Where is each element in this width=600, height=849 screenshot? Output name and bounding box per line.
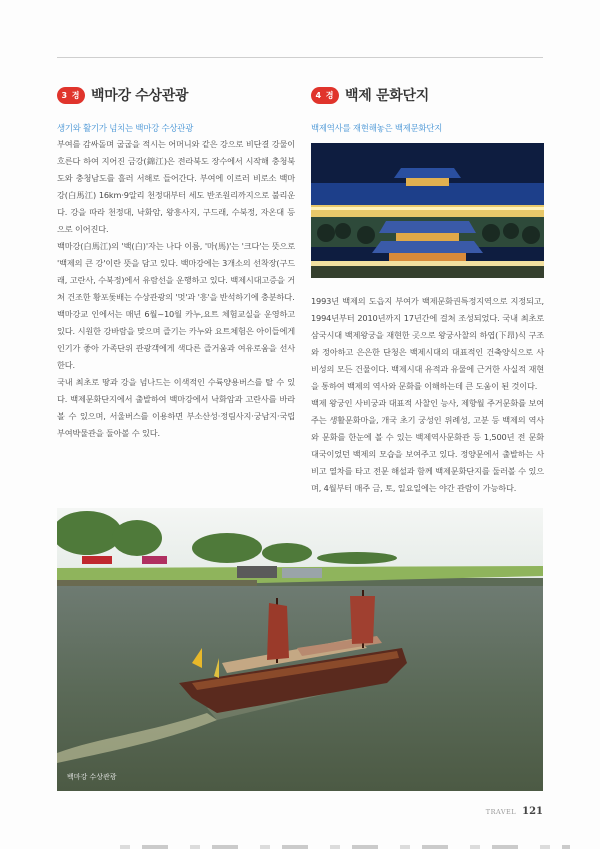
baekmagang-boat-photo bbox=[57, 508, 543, 791]
photo-caption: 백마강 수상관광 bbox=[67, 773, 117, 781]
section-subtitle: 생기와 활기가 넘치는 백마강 수상관광 bbox=[57, 123, 194, 133]
section-heading bbox=[311, 84, 549, 106]
page-footer bbox=[486, 806, 543, 817]
baekje-complex-photo bbox=[311, 143, 544, 278]
section-baekje-complex bbox=[311, 84, 549, 134]
section-subtitle: 백제역사를 재현해놓은 백제문화단지 bbox=[311, 123, 443, 133]
paragraph: 부여를 감싸돌며 굽굽을 적시는 어머니와 같은 강으로 비단결 강물이 흐른다 하여 지어진 금강(錦江)은 전라북도 장수에서 시작해 충청북도와 충청남도를 흘러 서해로 들어간다. 부여에 이르러 비로소 백마강(白馬江) 16km·9알리 천정대부터 세도 반조원리까지으로 불리운다. 강을 따라 천정대, 낙화암, 왕흥사지, 구드래, 수북정, 자온대 등으로 이어진다. bbox=[57, 139, 295, 234]
section-title: 백제 문화단지 bbox=[345, 88, 429, 104]
bottom-bleed-artifact bbox=[120, 845, 570, 849]
palace-illustration bbox=[311, 143, 544, 278]
section-number-badge: 4 경 bbox=[311, 87, 339, 104]
section-body bbox=[311, 293, 544, 497]
paragraph: 백마강(白馬江)의 '백(白)'자는 나다 이름, '마(馬)'는 '크다'는 뜻으로 '백제의 큰 강'이란 뜻을 담고 있다. 백마강에는 3개소의 선착장(구드래, 고란사, 수북정)에서 유람선을 운행하고 있다. 백제시대고증을 거쳐 건조한 황포돛배는 수상관광의 '멋'과 '흥'을 반석하기에 충분하다. bbox=[57, 241, 295, 302]
top-divider bbox=[57, 57, 543, 58]
section-baekmagang bbox=[57, 84, 295, 442]
section-heading bbox=[57, 84, 295, 106]
magazine-section-label: TRAVEL bbox=[485, 808, 517, 816]
page-number: 121 bbox=[522, 806, 543, 817]
paragraph: 백제 왕궁인 사비궁과 대표적 사찰인 능사, 제향월 주거문화를 보여주는 생활문화마을, 개국 초기 궁성인 위례성, 고분 등 백제의 역사와 문화를 한눈에 볼 수 있는 백제역사문화관 등 1,500년 전 문화대국이었던 백제의 모습을 보여주고 있다. 정양문에서 출발하는 사비고 열차를 타고 전문 해설과 함께 백제문화단지를 둘러볼 수 있으며, 4월부터 매주 금, 토, 일요일에는 야간 관람이 가능하다. bbox=[311, 398, 544, 493]
section-title: 백마강 수상관광 bbox=[91, 88, 189, 104]
section-body bbox=[57, 136, 295, 442]
paragraph: 백마강교 인에서는 매년 6월~10월 카누,요트 체험교실을 운영하고 있다. 시원한 강바람을 맞으며 즐기는 카누와 요트체험은 아이들에게 인기가 좋아 가족단위 관광객에게 색다른 즐거움과 여유로움을 선사한다. bbox=[57, 309, 295, 370]
river-boat-illustration bbox=[57, 508, 543, 791]
section-number-badge: 3 경 bbox=[57, 87, 85, 104]
paragraph: 1993년 백제의 도읍지 부여가 백제문화권특정지역으로 지정되고, 1994년부터 2010년까지 17년간에 걸쳐 조성되었다. 국내 최초로 삼국시대 백제왕궁을 재현한 곳으로 왕궁사찰의 하엽(下昂)식 구조와 정아하고 은은한 단청은 백제시대의 대표적인 건축양식으로 사비성의 모든 건물이다. 백제시대 유적과 유물에 근거한 사실적 재현을 통하여 백제의 역사와 문화를 이해하는데 큰 도움이 된 것이다. bbox=[311, 296, 544, 391]
paragraph: 국내 최초로 땅과 강을 넘나드는 이색적인 수륙양용버스를 탈 수 있다. 백제문화단지에서 출발하여 백마강에서 낙화암과 고란사를 바라볼 수 있으며, 서울버스를 이용하면 부소산성·정림사지·궁남지·국립부여박물관을 둘아볼 수 있다. bbox=[57, 377, 295, 438]
